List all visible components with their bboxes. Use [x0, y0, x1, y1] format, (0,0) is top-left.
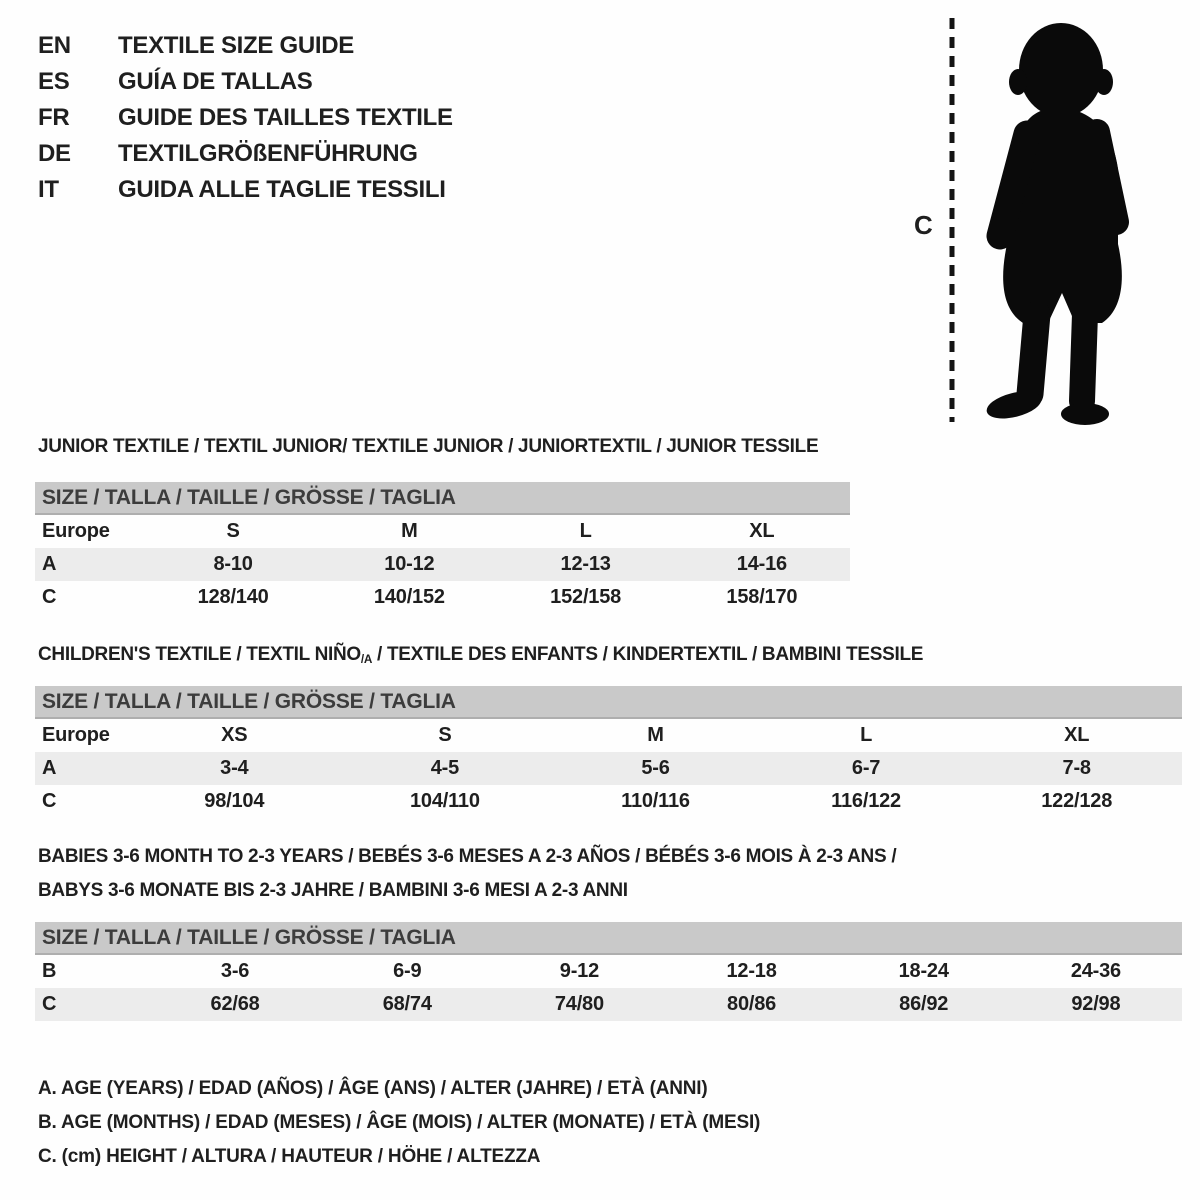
size-cell: L — [860, 724, 873, 746]
row-label: C — [42, 790, 57, 812]
page-title: TEXTILE SIZE GUIDE — [118, 32, 354, 59]
size-header-label: SIZE / TALLA / TAILLE / GRÖSSE / TAGLIA — [35, 482, 850, 514]
age-cell: 5-6 — [550, 752, 761, 785]
babies-size-table — [35, 922, 1182, 1021]
table-header-row — [35, 922, 1182, 954]
height-cell: 98/104 — [204, 790, 265, 812]
language-row-it — [38, 172, 453, 208]
height-cell: 86/92 — [838, 988, 1010, 1021]
height-cell: 92/98 — [1010, 988, 1182, 1021]
height-measure-label: C — [914, 210, 933, 240]
size-cell: M — [647, 724, 664, 746]
language-code: EN — [38, 32, 71, 59]
language-code: FR — [38, 104, 70, 131]
measure-legend — [38, 1072, 760, 1174]
language-code: IT — [38, 176, 59, 203]
age-cell: 7-8 — [971, 752, 1182, 785]
table-row-age — [35, 548, 850, 581]
table-row-height — [35, 581, 850, 614]
age-cell: 6-7 — [761, 752, 972, 785]
language-row-de — [38, 136, 453, 172]
height-cell: 104/110 — [409, 790, 480, 812]
row-label: A — [35, 752, 129, 785]
height-cell: 122/128 — [1041, 790, 1113, 812]
language-row-fr — [38, 100, 453, 136]
table-row-age — [35, 752, 1182, 785]
page-title-de: TEXTILGRÖßENFÜHRUNG — [118, 140, 418, 167]
age-cell: 8-10 — [145, 548, 321, 581]
height-cell: 80/86 — [665, 988, 837, 1021]
height-cell: 128/140 — [197, 586, 269, 608]
size-cell: XS — [221, 724, 248, 746]
toddler-body — [984, 23, 1122, 425]
age-cell: 14-16 — [674, 548, 850, 581]
legend-age-months: B. AGE (MONTHS) / EDAD (MESES) / ÂGE (MOIS) / ALTER (MONATE) / ETÀ (MESI) — [38, 1112, 761, 1133]
height-cell: 68/74 — [321, 988, 493, 1021]
children-heading-text: CHILDREN'S TEXTILE / TEXTIL NIÑO — [38, 644, 361, 665]
toddler-silhouette-icon — [905, 12, 1150, 430]
months-cell: 3-6 — [220, 960, 250, 982]
children-heading-rest: / TEXTILE DES ENFANTS / KINDERTEXTIL / BAMBINI TESSILE — [372, 644, 924, 665]
table-header-row — [35, 686, 1182, 718]
height-cell: 158/170 — [726, 586, 798, 608]
page-title-it: GUIDA ALLE TAGLIE TESSILI — [118, 176, 446, 203]
height-cell: 116/122 — [831, 790, 901, 812]
age-cell: 10-12 — [321, 548, 497, 581]
babies-heading-line1: BABIES 3-6 MONTH TO 2-3 YEARS / BEBÉS 3-6 MESES A 2-3 AÑOS / BÉBÉS 3-6 MOIS À 2-3 ANS / — [38, 846, 897, 867]
height-cell: 62/68 — [149, 988, 321, 1021]
table-row-europe — [35, 514, 850, 548]
months-cell: 24-36 — [1070, 960, 1121, 982]
children-size-table — [35, 686, 1182, 818]
age-cell: 12-13 — [498, 548, 674, 581]
page-title-fr: GUIDE DES TAILLES TEXTILE — [118, 104, 453, 131]
size-cell: XL — [1064, 724, 1090, 746]
size-cell: L — [579, 520, 592, 542]
children-section-heading — [38, 643, 923, 672]
months-cell: 6-9 — [393, 960, 422, 982]
row-label: C — [35, 988, 149, 1021]
size-cell: S — [438, 724, 452, 746]
row-label: B — [42, 960, 57, 982]
row-label: Europe — [42, 724, 110, 746]
table-row-europe — [35, 718, 1182, 752]
height-cell: 152/158 — [550, 586, 622, 608]
table-row-height — [35, 785, 1182, 818]
height-cell: 110/116 — [621, 790, 690, 812]
age-cell: 3-4 — [129, 752, 340, 785]
row-label: A — [35, 548, 145, 581]
size-cell: S — [226, 520, 240, 542]
size-header-label: SIZE / TALLA / TAILLE / GRÖSSE / TAGLIA — [35, 922, 1182, 954]
babies-section-heading — [38, 840, 896, 908]
legend-height-cm: C. (cm) HEIGHT / ALTURA / HAUTEUR / HÖHE / ALTEZZA — [38, 1146, 541, 1167]
months-cell: 9-12 — [559, 960, 599, 982]
table-row-months — [35, 954, 1182, 988]
size-header-label: SIZE / TALLA / TAILLE / GRÖSSE / TAGLIA — [35, 686, 1182, 718]
language-row-es — [38, 64, 453, 100]
junior-section-heading: JUNIOR TEXTILE / TEXTIL JUNIOR/ TEXTILE JUNIOR / JUNIORTEXTIL / JUNIOR TESSILE — [38, 436, 819, 457]
language-title-list — [38, 28, 453, 208]
table-row-height — [35, 988, 1182, 1021]
legend-age-years: A. AGE (YEARS) / EDAD (AÑOS) / ÂGE (ANS) / ALTER (JAHRE) / ETÀ (ANNI) — [38, 1078, 708, 1099]
months-cell: 18-24 — [898, 960, 949, 982]
junior-size-table — [35, 482, 850, 614]
size-cell: XL — [749, 520, 775, 542]
height-cell: 140/152 — [373, 586, 445, 608]
months-cell: 12-18 — [726, 960, 777, 982]
language-code: ES — [38, 68, 70, 95]
row-label: C — [42, 586, 57, 608]
page-title-es: GUÍA DE TALLAS — [118, 68, 313, 95]
language-code: DE — [38, 140, 71, 167]
children-heading-suffix: /A — [360, 652, 373, 666]
height-cell: 74/80 — [493, 988, 665, 1021]
age-cell: 4-5 — [340, 752, 551, 785]
size-cell: M — [401, 520, 418, 542]
row-label: Europe — [42, 520, 110, 542]
babies-heading-line2: BABYS 3-6 MONATE BIS 2-3 JAHRE / BAMBINI 3-6 MESI A 2-3 ANNI — [38, 880, 628, 901]
table-header-row — [35, 482, 850, 514]
language-row-en — [38, 28, 453, 64]
